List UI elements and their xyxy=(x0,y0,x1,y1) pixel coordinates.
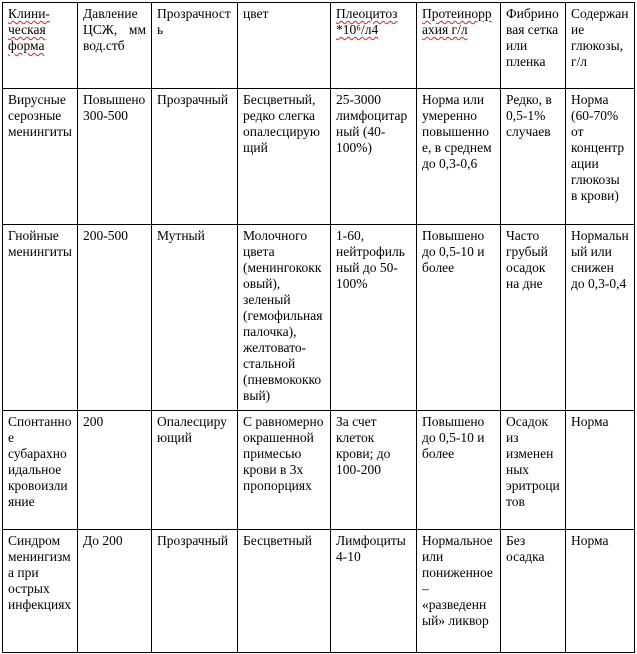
header-row xyxy=(3,3,635,89)
cell-protein: Нормальное или пониженное – «разведенный» ликвор xyxy=(417,530,501,653)
cell-form: Вирусные серозные менингиты xyxy=(3,89,78,225)
cell-pressure: Повышено 300-500 xyxy=(78,89,152,225)
cell-form: Спонтанное субарахноидальное кровоизлияние xyxy=(3,411,78,530)
table-row xyxy=(3,225,635,411)
cell-form: Гнойные менингиты xyxy=(3,225,78,411)
cell-fibrin: Редко, в 0,5-1% случаев xyxy=(501,89,566,225)
cell-protein: Повышено до 0,5-10 и более xyxy=(417,411,501,530)
cell-form: Синдром менингизма при острых инфекциях xyxy=(3,530,78,653)
cell-pleocytosis: Лимфоциты 4-10 xyxy=(331,530,417,653)
cell-color: Молочного цвета (менингококковый), зеленый (гемофильная палочка), желтовато-стальной (пневмококковый) xyxy=(238,225,331,411)
cell-pressure: 200 xyxy=(78,411,152,530)
cell-color: С равномерно окрашенной примесью крови в 3х пропорциях xyxy=(238,411,331,530)
cell-transparency: Прозрачный xyxy=(152,530,238,653)
header-glucose: Содержание глюкозы, г/л xyxy=(566,3,635,89)
header-transparency: Прозрачность xyxy=(152,3,238,89)
header-protein: Протеиноррахия г/л xyxy=(417,3,501,89)
table-row xyxy=(3,89,635,225)
header-fibrin: Фибриновая сетка или пленка xyxy=(501,3,566,89)
cell-pleocytosis: За счет клеток крови; до 100-200 xyxy=(331,411,417,530)
cell-color: Бесцветный, редко слегка опалесцирующий xyxy=(238,89,331,225)
cell-transparency: Прозрачный xyxy=(152,89,238,225)
header-form: Клини-ческая форма xyxy=(3,3,78,89)
cell-fibrin: Без осадка xyxy=(501,530,566,653)
cell-glucose: Нормальный или снижен до 0,3-0,4 xyxy=(566,225,635,411)
clinical-forms-table xyxy=(2,2,635,653)
cell-glucose: Норма xyxy=(566,530,635,653)
cell-pressure: До 200 xyxy=(78,530,152,653)
cell-pleocytosis: 25-3000 лимфоцитарный (40-100%) xyxy=(331,89,417,225)
cell-glucose: Норма xyxy=(566,411,635,530)
cell-pleocytosis: 1-60, нейтрофильный до 50-100% xyxy=(331,225,417,411)
cell-protein: Повышено до 0,5-10 и более xyxy=(417,225,501,411)
cell-fibrin: Часто грубый осадок на дне xyxy=(501,225,566,411)
cell-pressure: 200-500 xyxy=(78,225,152,411)
header-color: цвет xyxy=(238,3,331,89)
cell-transparency: Опалесцирующий xyxy=(152,411,238,530)
header-pressure: Давление ЦСЖ, мм вод.стб xyxy=(78,3,152,89)
cell-transparency: Мутный xyxy=(152,225,238,411)
cell-protein: Норма или умеренно повышенное, в среднем до 0,3-0,6 xyxy=(417,89,501,225)
table-row xyxy=(3,530,635,653)
cell-color: Бесцветный xyxy=(238,530,331,653)
cell-glucose: Норма (60-70% от концентрации глюкозы в крови) xyxy=(566,89,635,225)
table-row xyxy=(3,411,635,530)
header-pleocytosis: Плеоцитоз *10⁶/л4 xyxy=(331,3,417,89)
cell-fibrin: Осадок из измененных эритроцитов xyxy=(501,411,566,530)
